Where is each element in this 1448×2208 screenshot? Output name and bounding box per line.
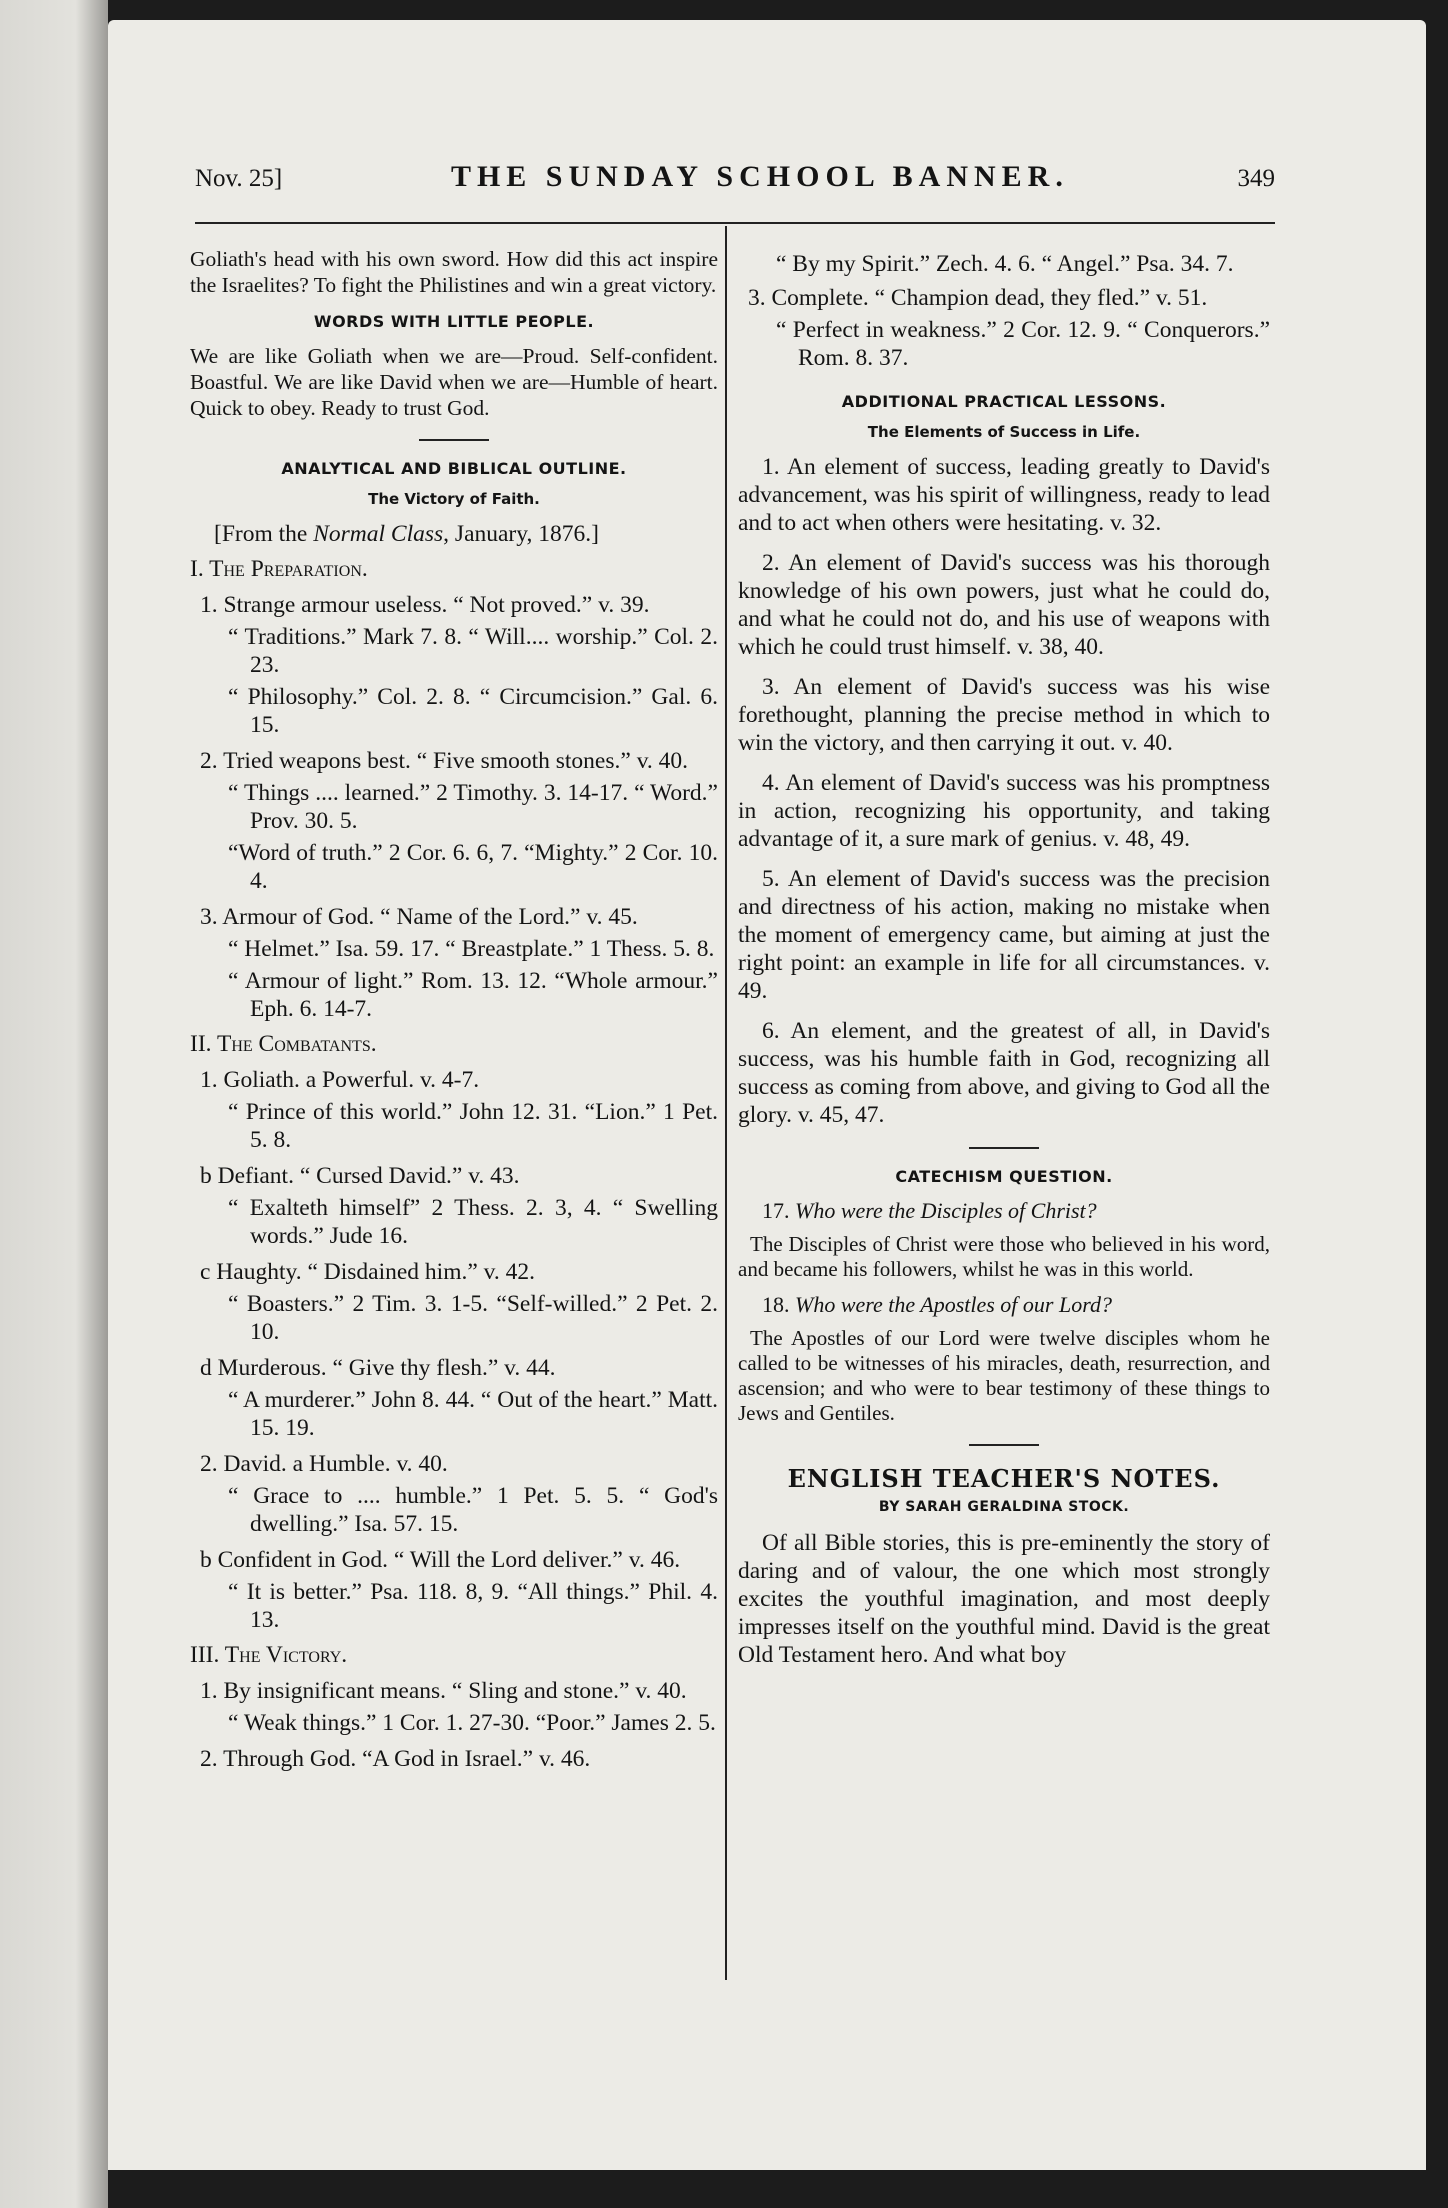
- notes-paragraph: Of all Bible stories, this is pre-eminently the story of daring and of valour, the one which most strongly excites the youthful imagination, and most deeply impresses itself on the youthful mind. David is the great Old Testament hero. And what boy: [738, 1530, 1270, 1668]
- outline-line: 2. David. a Humble. v. 40.: [200, 1451, 448, 1477]
- lesson-paragraph: 3. An element of David's success was his wise forethought, planning the precise method in which to win the victory, and then carrying it out. v. 40.: [738, 674, 1270, 756]
- words-paragraph: We are like Goliath when we are—Proud. Self-confident. Boastful. We are like David when we are—Humble of heart. Quick to obey. Ready to trust God.: [190, 344, 718, 420]
- left-column: [190, 246, 718, 1773]
- outline-line: “ Helmet.” Isa. 59. 17. “ Breastplate.” 1 Thess. 5. 8.: [228, 936, 715, 962]
- outline-line: 2. Through God. “A God in Israel.” v. 46.: [200, 1746, 591, 1772]
- outline-section-title: II. The Combatants.: [190, 1031, 377, 1057]
- outline-sections: [190, 556, 718, 1773]
- words-heading: WORDS WITH LITTLE PEOPLE.: [313, 312, 595, 331]
- outline-line: “ Philosophy.” Col. 2. 8. “ Circumcision.” Gal. 6. 15.: [228, 684, 718, 738]
- intro-paragraph: Goliath's head with his own sword. How did this act inspire the Israelites? To fight the Philistines and win a great victory.: [190, 247, 718, 297]
- catechism-heading: CATECHISM QUESTION.: [895, 1167, 1113, 1186]
- running-header: [195, 160, 1275, 210]
- column-divider: [725, 226, 727, 1980]
- outline-line: 3. Armour of God. “ Name of the Lord.” v. 45.: [200, 904, 638, 930]
- catechism-question: [762, 1198, 1270, 1224]
- outline-line: “ Things .... learned.” 2 Timothy. 3. 14-17. “ Word.” Prov. 30. 5.: [228, 780, 718, 834]
- header-rule: [195, 222, 1275, 224]
- outline-source: [190, 520, 718, 548]
- lessons-list: [738, 453, 1270, 1129]
- outline-line: “ Traditions.” Mark 7. 8. “ Will.... worship.” Col. 2. 23.: [228, 624, 718, 678]
- outline-section-title: I. The Preparation.: [190, 556, 368, 582]
- outline-line: “ Boasters.” 2 Tim. 3. 1-5. “Self-willed.” 2 Pet. 2. 10.: [228, 1291, 718, 1345]
- lesson-paragraph: 5. An element of David's success was the precision and directness of his action, making no mistake when the moment of emergency came, but aiming at just the right point: an example in life for all circumstances. v. 49.: [738, 866, 1270, 1004]
- outline-line: 3. Complete. “ Champion dead, they fled.” v. 51.: [748, 285, 1208, 311]
- source-italic: Normal Class: [313, 521, 444, 547]
- notes-byline: BY SARAH GERALDINA STOCK.: [878, 1499, 1130, 1515]
- outline-line: “ Grace to .... humble.” 1 Pet. 5. 5. “ God's dwelling.” Isa. 57. 15.: [228, 1483, 718, 1537]
- outline-subheading: The Victory of Faith.: [368, 490, 540, 508]
- outline-line: d Murderous. “ Give thy flesh.” v. 44.: [200, 1355, 556, 1381]
- outline-line: “ Armour of light.” Rom. 13. 12. “Whole armour.” Eph. 6. 14-7.: [228, 968, 718, 1022]
- header-title: THE SUNDAY SCHOOL BANNER.: [450, 160, 1069, 193]
- catechism-answer: The Apostles of our Lord were twelve disciples whom he called to be witnesses of his miracles, death, resurrection, and ascension; and who were to bear testimony of these things to Jews and Gentiles.: [738, 1326, 1270, 1425]
- book-gutter: [0, 0, 108, 2208]
- catechism-question: [762, 1292, 1270, 1318]
- catechism-list: [738, 1198, 1270, 1426]
- outline-line: “ It is better.” Psa. 118. 8, 9. “All things.” Phil. 4. 13.: [228, 1579, 718, 1633]
- lesson-paragraph: 4. An element of David's success was his promptness in action, recognizing his opportunity, and taking advantage of it, a sure mark of genius. v. 48, 49.: [738, 770, 1270, 852]
- right-column: [738, 246, 1270, 1681]
- outline-line: “Word of truth.” 2 Cor. 6. 6, 7. “Mighty.” 2 Cor. 10. 4.: [228, 840, 718, 894]
- catechism-answer: The Disciples of Christ were those who believed in his word, and became his followers, whilst he was in this world.: [738, 1232, 1270, 1281]
- lesson-paragraph: 6. An element, and the greatest of all, in David's success, was his humble faith in God, recognizing all success as coming from above, and giving to God all the glory. v. 45, 47.: [738, 1018, 1270, 1128]
- outline-line: “ Prince of this world.” John 12. 31. “Lion.” 1 Pet. 5. 8.: [228, 1099, 718, 1153]
- page-number: 349: [1237, 165, 1275, 192]
- source-suffix: , January, 1876.]: [443, 521, 599, 547]
- outline-line: “ Perfect in weakness.” 2 Cor. 12. 9. “ Conquerors.” Rom. 8. 37.: [776, 317, 1270, 371]
- outline-line: “ By my Spirit.” Zech. 4. 6. “ Angel.” Psa. 34. 7.: [776, 251, 1234, 277]
- lessons-heading: ADDITIONAL PRACTICAL LESSONS.: [841, 392, 1167, 411]
- outline-section-title: III. The Victory.: [190, 1642, 348, 1668]
- notes-heading: ENGLISH TEACHER'S NOTES.: [787, 1464, 1221, 1493]
- outline-line: 1. Strange armour useless. “ Not proved.” v. 39.: [200, 592, 650, 618]
- outline-line: “ Weak things.” 1 Cor. 1. 27-30. “Poor.” James 2. 5.: [228, 1710, 716, 1736]
- outline-line: 1. By insignificant means. “ Sling and stone.” v. 40.: [200, 1678, 687, 1704]
- outline-line: “ Exalteth himself” 2 Thess. 2. 3, 4. “ Swelling words.” Jude 16.: [228, 1195, 718, 1249]
- section-rule: [969, 1444, 1039, 1446]
- outline-line: c Haughty. “ Disdained him.” v. 42.: [200, 1259, 536, 1285]
- lesson-paragraph: 1. An element of success, leading greatly to David's advancement, was his spirit of willingness, ready to lead and to act when others were hesitating. v. 32.: [738, 454, 1270, 536]
- header-date: Nov. 25]: [195, 165, 283, 192]
- question-text: Who were the Apostles of our Lord?: [795, 1292, 1112, 1317]
- outline-heading: ANALYTICAL AND BIBLICAL OUTLINE.: [281, 459, 627, 478]
- section-rule: [419, 439, 489, 441]
- outline-continued: [738, 250, 1270, 372]
- question-number: 17.: [762, 1198, 795, 1223]
- question-text: Who were the Disciples of Christ?: [795, 1198, 1097, 1223]
- source-prefix: [From the: [214, 521, 314, 547]
- outline-line: b Defiant. “ Cursed David.” v. 43.: [200, 1163, 520, 1189]
- outline-line: 2. Tried weapons best. “ Five smooth stones.” v. 40.: [200, 748, 689, 774]
- section-rule: [969, 1147, 1039, 1149]
- outline-line: 1. Goliath. a Powerful. v. 4-7.: [200, 1067, 480, 1093]
- outline-line: b Confident in God. “ Will the Lord deliver.” v. 46.: [200, 1547, 681, 1573]
- lessons-subheading: The Elements of Success in Life.: [867, 423, 1141, 441]
- question-number: 18.: [762, 1292, 795, 1317]
- lesson-paragraph: 2. An element of David's success was his thorough knowledge of his own powers, just what he could do, and what he could not do, and his use of weapons with which he could trust himself. v. 38, 40.: [738, 550, 1270, 660]
- outline-line: “ A murderer.” John 8. 44. “ Out of the heart.” Matt. 15. 19.: [228, 1387, 718, 1441]
